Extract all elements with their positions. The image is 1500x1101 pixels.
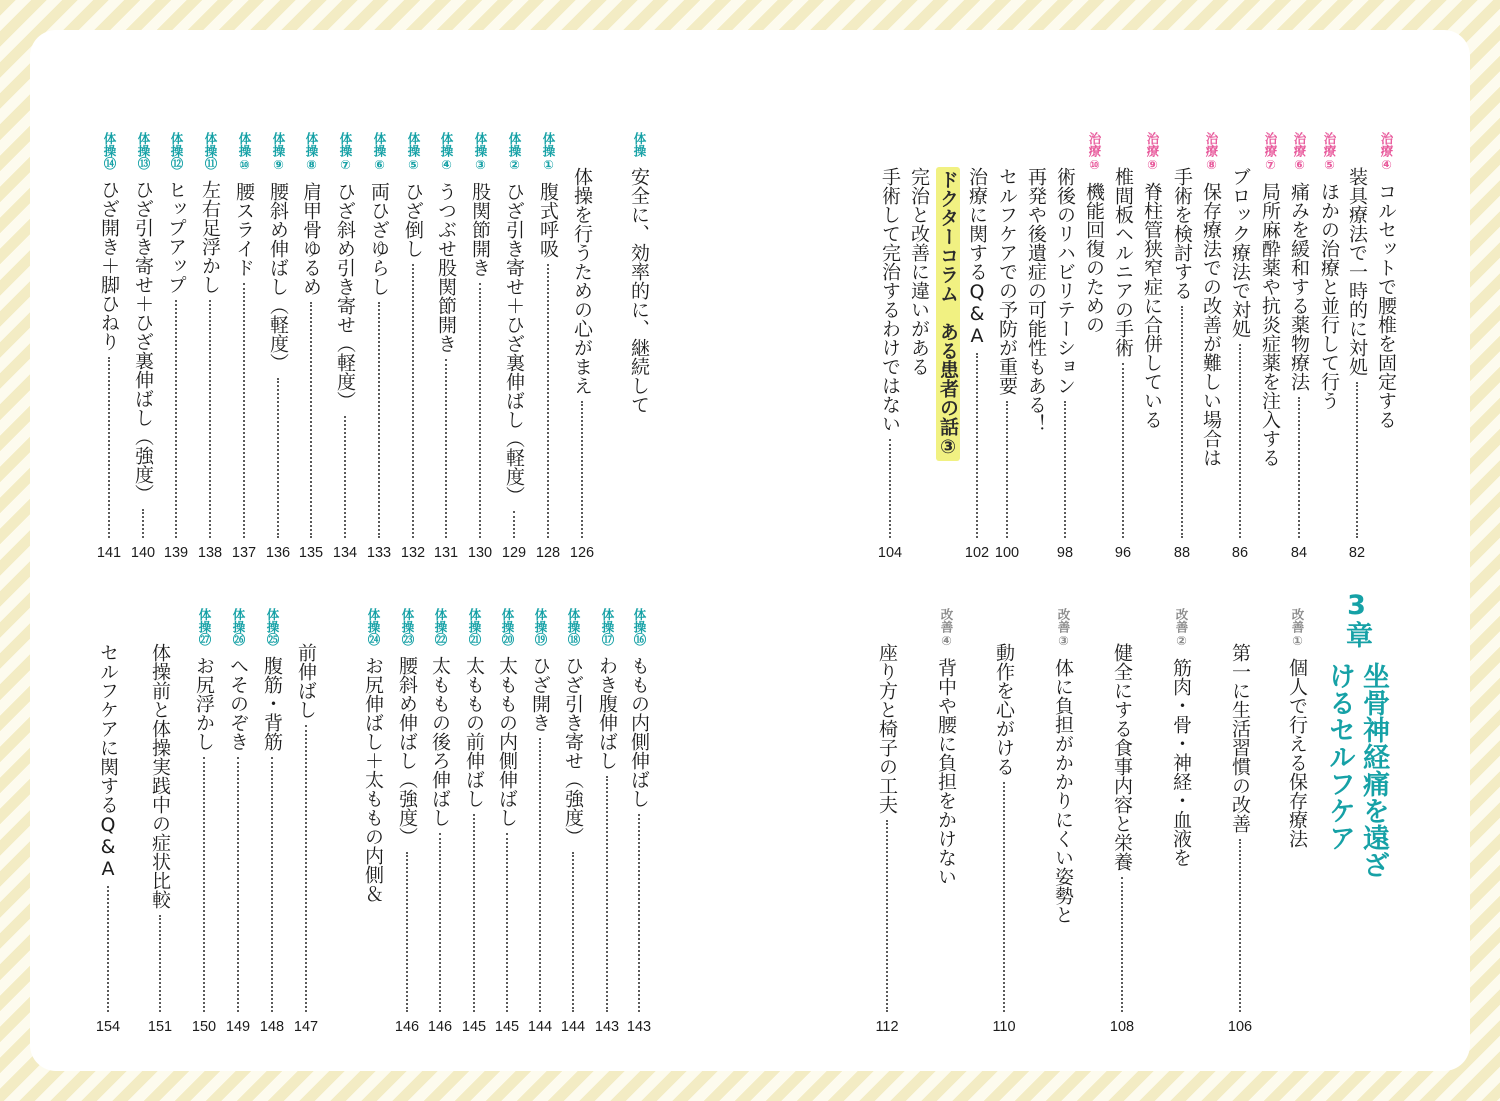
toc-entry-label: 体操⑩ (237, 132, 252, 172)
page-number: 126 (569, 545, 595, 561)
dot-leader (209, 300, 211, 539)
toc-entry[interactable] (1106, 608, 1138, 1036)
dot-leader (305, 725, 307, 1012)
toc-entry-title: 脊柱管狭窄症に合併している (1141, 182, 1163, 429)
toc-entry[interactable] (222, 608, 254, 1036)
toc-entry-title: ももの内側伸ばし (628, 655, 650, 808)
toc-entry-title: 前伸ばし (295, 643, 317, 719)
toc-entry[interactable] (1049, 132, 1081, 562)
dot-leader (886, 820, 888, 1012)
dot-leader (479, 283, 481, 538)
toc-entry-label: 改善② (1174, 608, 1189, 648)
dot-leader (581, 401, 583, 538)
toc-entry-title: 体に負担がかかりにくい姿勢と (1052, 658, 1074, 924)
toc-entry-title: 再発や後遺症の可能性もある！ (1025, 167, 1047, 433)
page-number: 98 (1056, 545, 1074, 561)
dot-leader (1121, 877, 1123, 1012)
dot-leader (976, 353, 978, 538)
toc-entry-title: 保存療法での改善が難しい場合は (1200, 182, 1222, 467)
toc-entry-title: ドクターコラム ある患者の話③ (936, 167, 960, 461)
toc-entry-label: 体操㉕ (265, 608, 280, 646)
page-number: 84 (1290, 545, 1308, 561)
toc-entry-title: ひざ開き＋脚ひねり (98, 179, 120, 351)
toc-entry[interactable] (430, 132, 462, 562)
toc-entry-title: 腹式呼吸 (537, 182, 559, 258)
toc-entry[interactable] (988, 608, 1020, 1036)
dot-leader (108, 357, 110, 539)
dot-leader (606, 776, 608, 1013)
page-number: 151 (147, 1019, 173, 1035)
toc-entry[interactable] (623, 132, 655, 562)
dot-leader (271, 757, 273, 1013)
toc-entry-title: ひざ斜め引き寄せ（軽度） (334, 182, 356, 410)
dot-leader (378, 302, 380, 538)
page-number: 96 (1114, 545, 1132, 561)
toc-entry-title: 第一に生活習慣の改善 (1229, 643, 1251, 833)
page-number: 144 (560, 1019, 586, 1035)
page-number: 112 (875, 1019, 899, 1035)
toc-entry-label: 体操⑤ (406, 132, 421, 172)
page-number: 128 (535, 545, 561, 561)
toc-entry-title: 機能回復のための (1083, 182, 1105, 334)
toc-entry[interactable] (930, 608, 962, 1036)
dot-leader (1122, 363, 1124, 538)
toc-entry-title: 両ひざゆらし (368, 182, 390, 296)
page-number: 138 (197, 545, 223, 561)
page-number: 144 (527, 1019, 553, 1035)
page-number: 148 (259, 1019, 285, 1035)
toc-entry-title: 腰斜め伸ばし（軽度） (267, 182, 289, 372)
toc-entry[interactable] (144, 608, 176, 1036)
toc-entry-label: 体操㉖ (231, 608, 246, 646)
toc-entry[interactable] (357, 608, 389, 1036)
page-number: 131 (433, 545, 459, 561)
toc-entry[interactable] (871, 608, 903, 1036)
dot-leader (1006, 401, 1008, 538)
toc-entry-label: 体操⑬ (136, 132, 151, 170)
toc-entry[interactable] (1224, 608, 1256, 1036)
toc-entry[interactable] (961, 132, 993, 562)
toc-entry[interactable] (188, 608, 220, 1036)
dot-leader (506, 833, 508, 1013)
dot-leader (638, 814, 640, 1013)
page-number: 106 (1227, 1019, 1253, 1035)
toc-entry[interactable] (464, 132, 496, 562)
toc-entry-label: 治療⑥ (1292, 132, 1307, 172)
dot-leader (439, 833, 441, 1013)
page-number: 130 (467, 545, 493, 561)
toc-entry[interactable] (1283, 132, 1315, 562)
toc-entry[interactable] (1281, 608, 1313, 1036)
toc-entry-label: 体操⑧ (304, 132, 319, 172)
toc-entry[interactable] (1341, 132, 1373, 562)
toc-entry[interactable] (1020, 132, 1052, 562)
toc-entry[interactable] (290, 608, 322, 1036)
toc-entry-title: ひざ引き寄せ＋ひざ裏伸ばし（軽度） (503, 182, 525, 505)
toc-entry-label: 治療⑤ (1322, 132, 1337, 172)
dot-leader (344, 416, 346, 538)
dot-leader (1003, 782, 1005, 1012)
page-number: 88 (1173, 545, 1191, 561)
toc-entry-title: 椎間板ヘルニアの手術 (1112, 167, 1134, 357)
toc-entry[interactable] (491, 608, 523, 1036)
toc-entry-label: 体操㉓ (400, 608, 415, 646)
toc-entry[interactable] (256, 608, 288, 1036)
page-number: 134 (332, 545, 358, 561)
toc-entry-title: 手術を検討する (1171, 167, 1193, 300)
page-number: 110 (992, 1019, 1016, 1035)
toc-entry-title: 体操を行うための心がまえ (571, 167, 593, 395)
toc-entry-title: ブロック療法で対処 (1229, 167, 1251, 338)
toc-entry-title: 太ももの前伸ばし (463, 655, 485, 808)
toc-entry-title: 太ももの内側伸ばし (496, 655, 518, 827)
toc-entry-title: 体操前と体操実践中の症状比較 (149, 643, 171, 909)
page-number: 135 (298, 545, 324, 561)
toc-entry-label: 改善③ (1056, 608, 1071, 648)
toc-entry[interactable] (991, 132, 1023, 562)
chapter-title: 坐骨神経痛を遠ざけるセルフケア (1324, 662, 1389, 878)
toc-entry[interactable] (93, 132, 125, 562)
page-number: 133 (366, 545, 392, 561)
toc-entry[interactable] (424, 608, 456, 1036)
toc-entry-title: 個人で行える保存療法 (1286, 658, 1308, 848)
toc-entry[interactable] (1195, 132, 1227, 562)
dot-leader (1356, 382, 1358, 538)
toc-entry-label: 治療④ (1379, 132, 1394, 172)
page-number: 132 (400, 545, 426, 561)
toc-entry-label: 体操④ (439, 132, 454, 172)
toc-entry[interactable] (1107, 132, 1139, 562)
dot-leader (473, 814, 475, 1013)
dot-leader (889, 439, 891, 538)
chapter-number: 3章 (1341, 590, 1372, 648)
page-number: 104 (877, 545, 903, 561)
toc-entry-label: 体操㉑ (467, 608, 482, 646)
toc-entry-label: 体操⑦ (338, 132, 353, 172)
page-number: 86 (1231, 545, 1249, 561)
page-number: 141 (96, 545, 122, 561)
dot-leader (547, 264, 549, 538)
toc-entry-label: 治療⑨ (1145, 132, 1160, 172)
page-number: 146 (394, 1019, 420, 1035)
toc-entry[interactable] (363, 132, 395, 562)
page-number: 145 (494, 1019, 520, 1035)
dot-leader (310, 302, 312, 538)
toc-entry[interactable] (1166, 132, 1198, 562)
dot-leader (513, 511, 515, 538)
toc-entry-label: 体操㉔ (366, 608, 381, 646)
toc-entry[interactable] (295, 132, 327, 562)
page-number: 102 (964, 545, 990, 561)
page-number: 137 (231, 545, 257, 561)
toc-entry-label: 治療⑦ (1263, 132, 1278, 172)
page-number: 145 (461, 1019, 487, 1035)
toc-entry-title: 装具療法で一時的に対処 (1346, 167, 1368, 376)
toc-entry[interactable] (524, 608, 556, 1036)
toc-entry[interactable] (194, 132, 226, 562)
toc-entry-title: セルフケアでの予防が重要 (996, 167, 1018, 395)
toc-entry-label: 体操⑪ (203, 132, 218, 170)
toc-entry-title: セルフケアに関するQ&A (97, 643, 119, 880)
dot-leader (142, 509, 144, 539)
dot-leader (539, 738, 541, 1013)
toc-entry-title: 背中や腰に負担をかけない (935, 658, 957, 886)
toc-entry-label: 体操⑳ (500, 608, 515, 646)
dot-leader (237, 757, 239, 1013)
toc-entry[interactable] (1047, 608, 1079, 1036)
toc-entry[interactable] (160, 132, 192, 562)
toc-entry-label: 体操 (632, 132, 647, 157)
page-number: 108 (1109, 1019, 1135, 1035)
toc-entry-title: 痛みを緩和する薬物療法 (1288, 182, 1310, 391)
toc-entry-title: ほかの治療と並行して行う (1318, 182, 1340, 410)
toc-entry-title: お尻浮かし (193, 655, 215, 751)
toc-entry-label: 体操⑰ (600, 608, 615, 646)
toc-entry-label: 体操⑲ (533, 608, 548, 646)
toc-entry-label: 体操⑫ (169, 132, 184, 170)
toc-entry-label: 改善④ (939, 608, 954, 648)
toc-entry[interactable] (228, 132, 260, 562)
page-number: 146 (427, 1019, 453, 1035)
toc-entry[interactable] (591, 608, 623, 1036)
dot-leader (1239, 344, 1241, 538)
page-number: 82 (1348, 545, 1366, 561)
toc-entry-label: 体操⑱ (566, 608, 581, 646)
dot-leader (107, 886, 109, 1012)
toc-entry-title: 股関節開き (469, 182, 491, 277)
dot-leader (203, 757, 205, 1013)
dot-leader (412, 264, 414, 538)
toc-entry-title: 左右足浮かし (199, 179, 221, 294)
toc-entry[interactable] (397, 132, 429, 562)
toc-entry[interactable] (391, 608, 423, 1036)
toc-entry[interactable] (903, 132, 935, 562)
toc-entry-title: うつぶせ股関節開き (435, 182, 457, 353)
dot-leader (1181, 306, 1183, 538)
page-number: 100 (994, 545, 1020, 561)
toc-entry-title: 健全にする食事内容と栄養 (1111, 643, 1133, 871)
page-number: 139 (163, 545, 189, 561)
dot-leader (1064, 401, 1066, 538)
toc-entry-title: お尻伸ばし＋太ももの内側＆ (362, 655, 384, 903)
page-number: 129 (501, 545, 527, 561)
toc-entry-title: ひざ引き寄せ（強度） (562, 655, 584, 846)
toc-entry-label: 改善① (1290, 608, 1305, 648)
toc-entry-title: 術後のリハビリテーション (1054, 167, 1076, 395)
toc-entry-label: 体操① (541, 132, 556, 172)
toc-entry[interactable] (92, 608, 124, 1036)
toc-entry-title: 治療に関するQ&A (966, 167, 988, 347)
page-number: 143 (594, 1019, 620, 1035)
dot-leader (406, 852, 408, 1013)
toc-entry[interactable] (557, 608, 589, 1036)
toc-entry-title: へそのぞき (227, 655, 249, 751)
toc-entry[interactable] (1313, 132, 1345, 562)
toc-entry[interactable] (498, 132, 530, 562)
toc-entry[interactable] (532, 132, 564, 562)
page-number: 154 (95, 1019, 121, 1035)
toc-entry-label: 体操⑥ (372, 132, 387, 172)
toc-entry-title: 筋肉・骨・神経・血液を (1170, 658, 1192, 867)
toc-entry[interactable] (932, 132, 964, 562)
toc-entry-label: 体操㉗ (197, 608, 212, 646)
page-number: 136 (265, 545, 291, 561)
toc-entry-title: 手術して完治するわけではない (879, 167, 901, 433)
dot-leader (445, 359, 447, 538)
toc-entry-title: 完治と改善に違いがある (908, 167, 930, 376)
toc-entry-title: わき腹伸ばし (596, 655, 618, 770)
toc-entry-title: ひざ開き (529, 655, 551, 732)
toc-entry-title: 座り方と椅子の工夫 (876, 643, 898, 814)
toc-entry[interactable] (329, 132, 361, 562)
toc-entry-title: 太ももの後ろ伸ばし (429, 655, 451, 827)
toc-entry[interactable] (623, 608, 655, 1036)
toc-entry-label: 治療⑩ (1087, 132, 1102, 172)
toc-entry-title: コルセットで腰椎を固定する (1375, 182, 1397, 429)
toc-entry-label: 体操⑨ (271, 132, 286, 172)
toc-entry-title: 安全に、効率的に、継続して (628, 167, 650, 414)
toc-entry-title: 腰斜め伸ばし（強度） (396, 655, 418, 846)
toc-entry[interactable] (1165, 608, 1197, 1036)
dot-leader (572, 852, 574, 1013)
toc-entry[interactable] (1136, 132, 1168, 562)
dot-leader (175, 300, 177, 539)
toc-entry[interactable] (566, 132, 598, 562)
dot-leader (1298, 397, 1300, 538)
page-number: 140 (130, 545, 156, 561)
dot-leader (243, 283, 245, 538)
toc-entry[interactable] (458, 608, 490, 1036)
toc-entry-title: ひざ倒し (402, 182, 424, 258)
dot-leader (277, 378, 279, 538)
toc-entry[interactable] (127, 132, 159, 562)
toc-entry-title: 肩甲骨ゆるめ (300, 182, 322, 296)
toc-entry[interactable] (262, 132, 294, 562)
toc-entry[interactable] (874, 132, 906, 562)
toc-entry-label: 体操⑯ (632, 608, 647, 646)
page-number: 147 (293, 1019, 319, 1035)
dot-leader (159, 915, 161, 1012)
toc-entry[interactable] (1078, 132, 1110, 562)
toc-entry-label: 体操③ (473, 132, 488, 172)
toc-entry-label: 体操㉒ (433, 608, 448, 646)
toc-entry-title: 局所麻酔薬や抗炎症薬を注入する (1259, 182, 1281, 467)
toc-entry-title: 動作を心がける (993, 643, 1015, 776)
toc-entry[interactable] (1224, 132, 1256, 562)
page-number: 149 (225, 1019, 251, 1035)
toc-entry[interactable] (1254, 132, 1286, 562)
toc-entry-title: 腹筋・背筋 (261, 655, 283, 751)
toc-entry-title: 腰スライド (233, 182, 255, 277)
chapter-heading (1324, 590, 1389, 902)
page-number: 150 (191, 1019, 217, 1035)
toc-entry-title: ひざ引き寄せ＋ひざ裏伸ばし（強度） (132, 179, 154, 503)
toc-entry-label: 体操② (507, 132, 522, 172)
toc-entry-label: 治療⑧ (1204, 132, 1219, 172)
page-number: 143 (626, 1019, 652, 1035)
toc-entry-title: ヒップアップ (165, 179, 187, 294)
toc-entry[interactable] (1370, 132, 1402, 562)
toc-entry-label: 体操⑭ (102, 132, 117, 170)
dot-leader (1239, 839, 1241, 1012)
